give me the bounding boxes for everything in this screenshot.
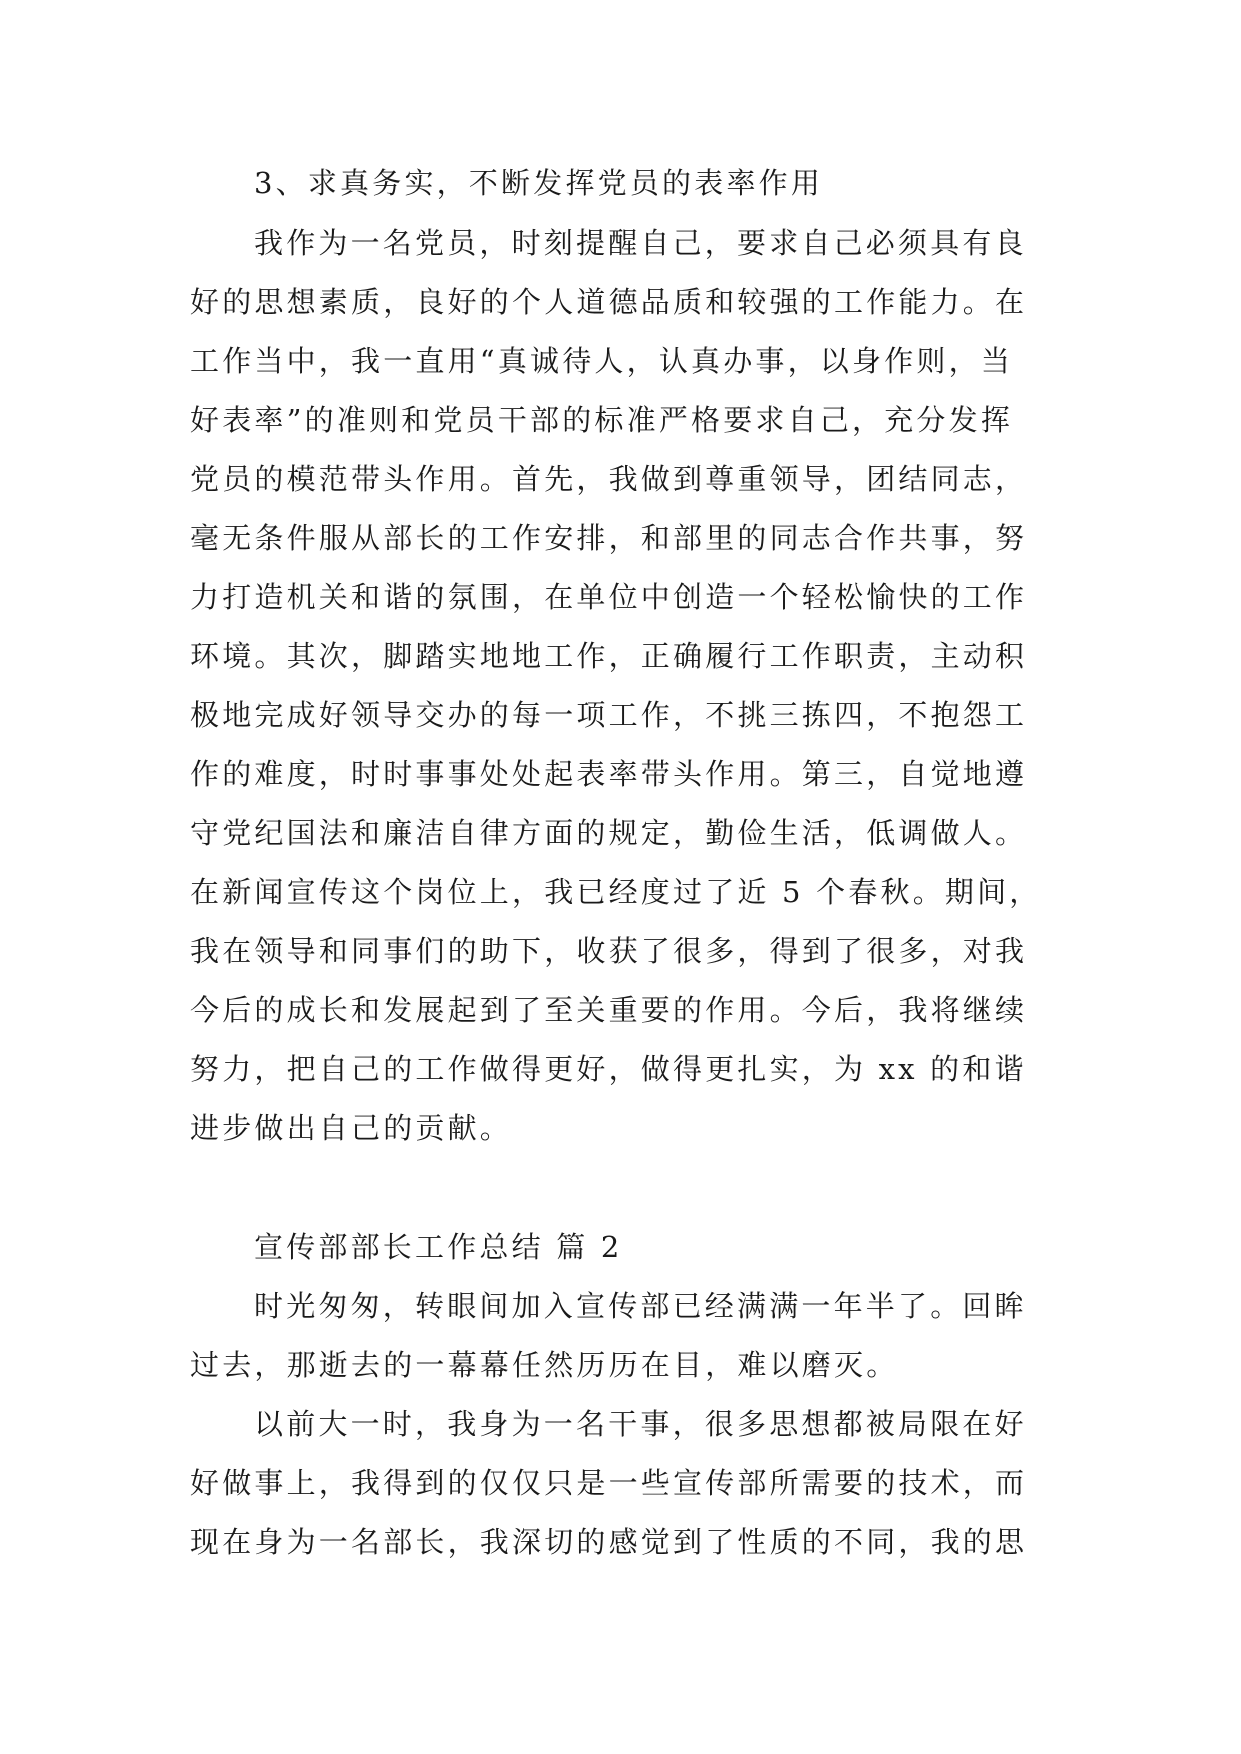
paragraph-line: 环境。其次，脚踏实地地工作，正确履行工作职责，主动积 (190, 639, 1028, 673)
paragraph-line: 现在身为一名部长，我深切的感觉到了性质的不同，我的思 (190, 1525, 1028, 1559)
paragraph-line: 进步做出自己的贡献。 (190, 1111, 513, 1145)
paragraph-line: 极地完成好领导交办的每一项工作，不挑三拣四，不抱怨工 (190, 698, 1028, 732)
paragraph-line: 力打造机关和谐的氛围，在单位中创造一个轻松愉快的工作 (190, 580, 1028, 614)
paragraph-line: 我在领导和同事们的助下，收获了很多，得到了很多，对我 (190, 934, 1028, 968)
paragraph-line: 以前大一时，我身为一名干事，很多思想都被局限在好 (254, 1407, 1027, 1441)
paragraph-line: 守党纪国法和廉洁自律方面的规定，勤俭生活，低调做人。 (190, 816, 1028, 850)
paragraph-line: 党员的模范带头作用。首先，我做到尊重领导，团结同志， (190, 462, 1028, 496)
paragraph-line: 好表率”的准则和党员干部的标准严格要求自己，充分发挥 (190, 403, 1014, 437)
paragraph-line: 今后的成长和发展起到了至关重要的作用。今后，我将继续 (190, 993, 1028, 1027)
paragraph-line: 在新闻宣传这个岗位上，我已经度过了近 5 个春秋。期间， (190, 875, 1042, 909)
paragraph-line: 工作当中，我一直用“真诚待人，认真办事，以身作则，当 (190, 344, 1014, 378)
paragraph-line: 我作为一名党员，时刻提醒自己，要求自己必须具有良 (254, 226, 1027, 260)
paragraph-line: 过去，那逝去的一幕幕任然历历在目，难以磨灭。 (190, 1348, 899, 1382)
paragraph-line: 毫无条件服从部长的工作安排，和部里的同志合作共事，努 (190, 521, 1028, 555)
paragraph-line: 好做事上，我得到的仅仅只是一些宣传部所需要的技术，而 (190, 1466, 1028, 1500)
section-heading: 3、求真务实，不断发挥党员的表率作用 (254, 166, 824, 200)
paragraph-line: 时光匆匆，转眼间加入宣传部已经满满一年半了。回眸 (254, 1289, 1027, 1323)
article-title: 宣传部部长工作总结 篇 2 (254, 1230, 623, 1264)
paragraph-line: 努力，把自己的工作做得更好，做得更扎实，为 xx 的和谐 (190, 1052, 1027, 1086)
paragraph-line: 作的难度，时时事事处处起表率带头作用。第三，自觉地遵 (190, 757, 1028, 791)
paragraph-line: 好的思想素质，良好的个人道德品质和较强的工作能力。在 (190, 285, 1028, 319)
